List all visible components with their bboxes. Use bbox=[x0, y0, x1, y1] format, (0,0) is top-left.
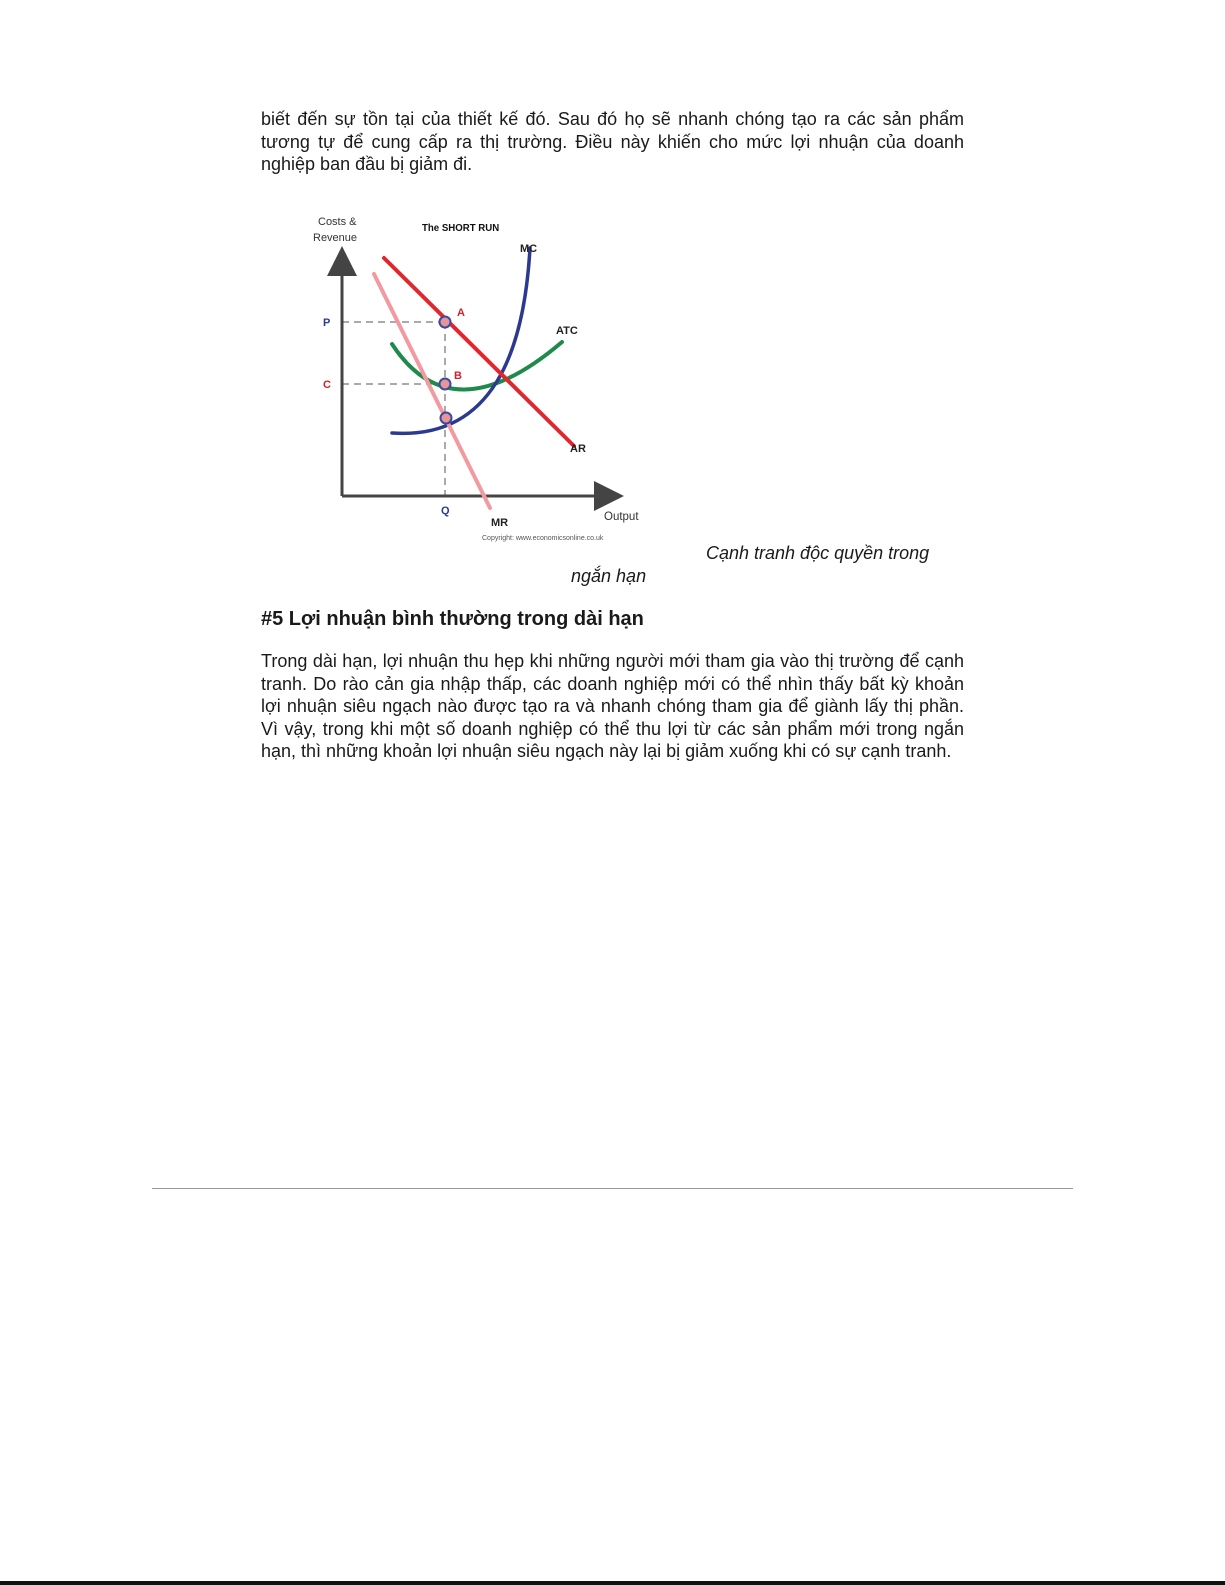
atc-label: ATC bbox=[556, 325, 578, 337]
short-run-diagram-svg bbox=[302, 208, 662, 550]
copyright-text: Copyright: www.economicsonline.co.uk bbox=[482, 535, 604, 542]
figure-caption-line1: Cạnh tranh độc quyền trong bbox=[706, 543, 930, 563]
section5-paragraph: Trong dài hạn, lợi nhuận thu hẹp khi những người mới tham gia vào thị trường để cạnh tranh. Do rào cản gia nhập thấp, các doanh nghiệp mới có thể nhìn thấy bất kỳ khoản lợi nhuận siêu ngạch nào được tạo ra và nhanh chóng tham gia để giành lấy thị phần. Vì vậy, trong khi một số doanh nghiệp có thể thu lợi từ các sản phẩm mới trong ngắn hạn, thì những khoản lợi nhuận siêu ngạch này lại bị giảm xuống khi có sự cạnh tranh. bbox=[261, 651, 964, 761]
x-axis-label: Output bbox=[604, 511, 639, 523]
mc-curve bbox=[392, 248, 530, 433]
figure-caption-line2: ngắn hạn bbox=[571, 566, 647, 586]
intro-paragraph: biết đến sự tồn tại của thiết kế đó. Sau đó họ sẽ nhanh chóng tạo ra các sản phẩm tương tự để cung cấp ra thị trường. Điều này khiến cho mức lợi nhuận của doanh nghiệp ban đầu bị giảm đi. bbox=[261, 109, 964, 174]
ar-label: AR bbox=[570, 443, 586, 455]
mc-mr-intersection-marker bbox=[441, 413, 452, 424]
point-b-marker bbox=[440, 379, 451, 390]
c-tick-label: C bbox=[323, 379, 331, 391]
q-tick-label: Q bbox=[441, 505, 450, 517]
y-axis-label-line1: Costs & bbox=[318, 216, 357, 228]
point-a-marker bbox=[440, 317, 451, 328]
short-run-diagram bbox=[302, 208, 662, 550]
point-a-label: A bbox=[457, 307, 465, 319]
page-bottom-border bbox=[0, 1581, 1225, 1585]
chart-title: The SHORT RUN bbox=[422, 222, 500, 235]
y-axis-label-line2: Revenue bbox=[313, 232, 358, 244]
p-tick-label: P bbox=[323, 317, 331, 329]
page-divider bbox=[152, 1188, 1073, 1189]
mr-label: MR bbox=[491, 517, 509, 529]
point-b-label: B bbox=[454, 370, 462, 382]
mc-label: MC bbox=[520, 243, 538, 255]
section-heading: #5 Lợi nhuận bình thường trong dài hạn bbox=[261, 608, 644, 630]
